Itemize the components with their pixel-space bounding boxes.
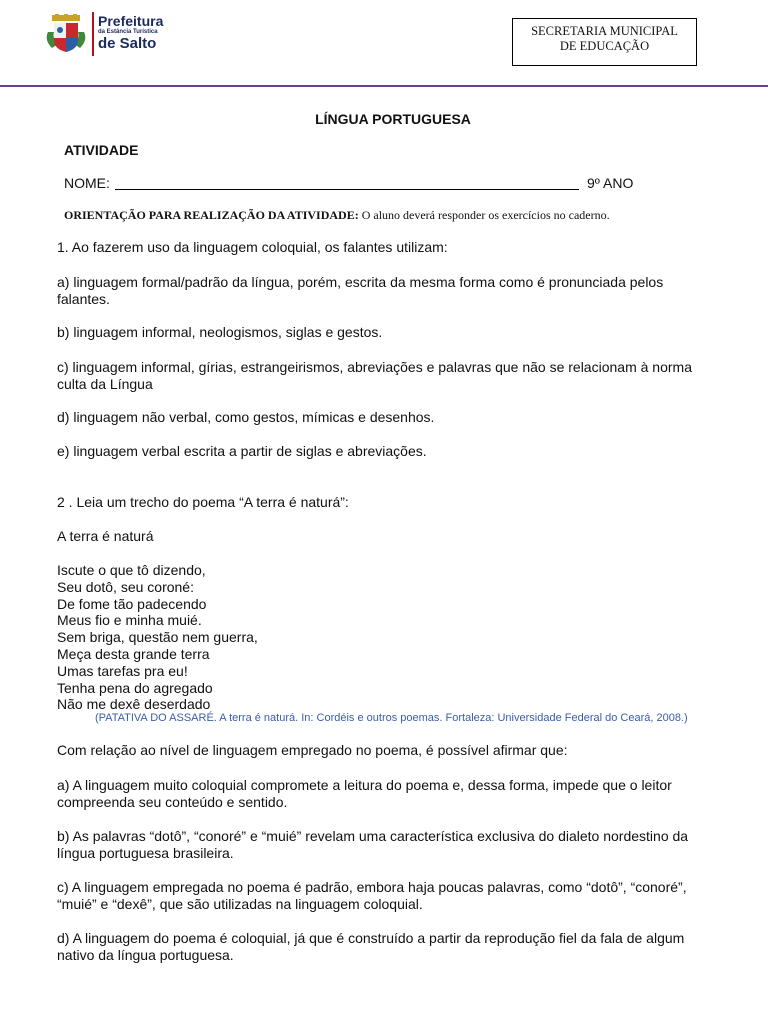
logo-line-1: Prefeitura — [98, 13, 164, 29]
secretaria-line-1: SECRETARIA MUNICIPAL — [531, 24, 678, 38]
q2-question: Com relação ao nível de linguagem empregado no poema, é possível afirmar que: — [57, 742, 568, 758]
secretaria-box — [512, 18, 697, 66]
q1-option-c: c) linguagem informal, gírias, estrangeirismos, abreviações e palavras que não se relacionam à norma culta da Língua — [57, 359, 692, 392]
q2-option-c: c) A linguagem empregada no poema é padrão, embora haja poucas palavras, como “dotô”, “conoré”, “muié” e “dexê”, que são utilizadas na linguagem coloquial. — [57, 879, 687, 912]
poem-line: Seu dotô, seu coroné: — [57, 579, 194, 595]
q2-option-a: a) A linguagem muito coloquial compromete a leitura do poema e, dessa forma, impede que o leitor compreenda seu conteúdo e sentido. — [57, 777, 672, 810]
q1-option-a: a) linguagem formal/padrão da língua, porém, escrita da mesma forma como é pronunciada pelos falantes. — [57, 274, 664, 307]
prefeitura-logo — [40, 10, 190, 56]
poem-title: A terra é naturá — [57, 528, 154, 544]
q1-stem: 1. Ao fazerem uso da linguagem coloquial, os falantes utilizam: — [57, 239, 448, 255]
instructions-text: O aluno deverá responder os exercícios no caderno. — [358, 208, 610, 222]
grade-label: 9º ANO — [587, 175, 634, 191]
logo-line-2: da Estância Turística — [98, 29, 158, 35]
q1-option-e: e) linguagem verbal escrita a partir de siglas e abreviações. — [57, 443, 427, 459]
q1-option-b: b) linguagem informal, neologismos, siglas e gestos. — [57, 324, 383, 340]
coat-of-arms-icon — [44, 14, 88, 54]
poem-line: Iscute o que tô dizendo, — [57, 562, 206, 578]
name-row — [64, 175, 654, 195]
poem-line: Sem briga, questão nem guerra, — [57, 629, 258, 645]
logo-text — [98, 14, 163, 51]
instructions — [64, 208, 610, 223]
poem-line: Meus fio e minha muié. — [57, 612, 202, 628]
poem-line: De fome tão padecendo — [57, 596, 207, 612]
page-header — [0, 0, 768, 88]
q2-option-d: d) A linguagem do poema é coloquial, já que é construído a partir da reprodução fiel da fala de algum nativo da língua portuguesa. — [57, 930, 685, 963]
name-label: NOME: — [64, 175, 110, 191]
q2-stem: 2 . Leia um trecho do poema “A terra é naturá”: — [57, 494, 349, 510]
q2-option-b: b) As palavras “dotô”, “conoré” e “muié” revelam uma característica exclusiva do dialeto nordestino da língua portuguesa brasileira. — [57, 828, 689, 861]
q1-option-d: d) linguagem não verbal, como gestos, mímicas e desenhos. — [57, 409, 435, 425]
atividade-heading: ATIVIDADE — [64, 142, 139, 158]
document-title: LÍNGUA PORTUGUESA — [315, 111, 471, 127]
poem-line: Meça desta grande terra — [57, 646, 210, 662]
header-rule — [0, 85, 768, 87]
poem-line: Umas tarefas pra eu! — [57, 663, 188, 679]
instructions-label: ORIENTAÇÃO PARA REALIZAÇÃO DA ATIVIDADE: — [64, 208, 359, 222]
poem-line: Tenha pena do agregado — [57, 680, 213, 696]
poem-line: Não me dexê deserdado — [57, 696, 211, 712]
logo-line-3: de Salto — [98, 35, 157, 52]
secretaria-line-2: DE EDUCAÇÃO — [559, 39, 650, 53]
logo-divider — [92, 12, 94, 56]
poem-citation: (PATATIVA DO ASSARÉ. A terra é naturá. In: Cordéis e outros poemas. Fortaleza: Universidade Federal do Ceará, 2008.) — [95, 712, 688, 724]
name-blank-line — [115, 189, 579, 190]
